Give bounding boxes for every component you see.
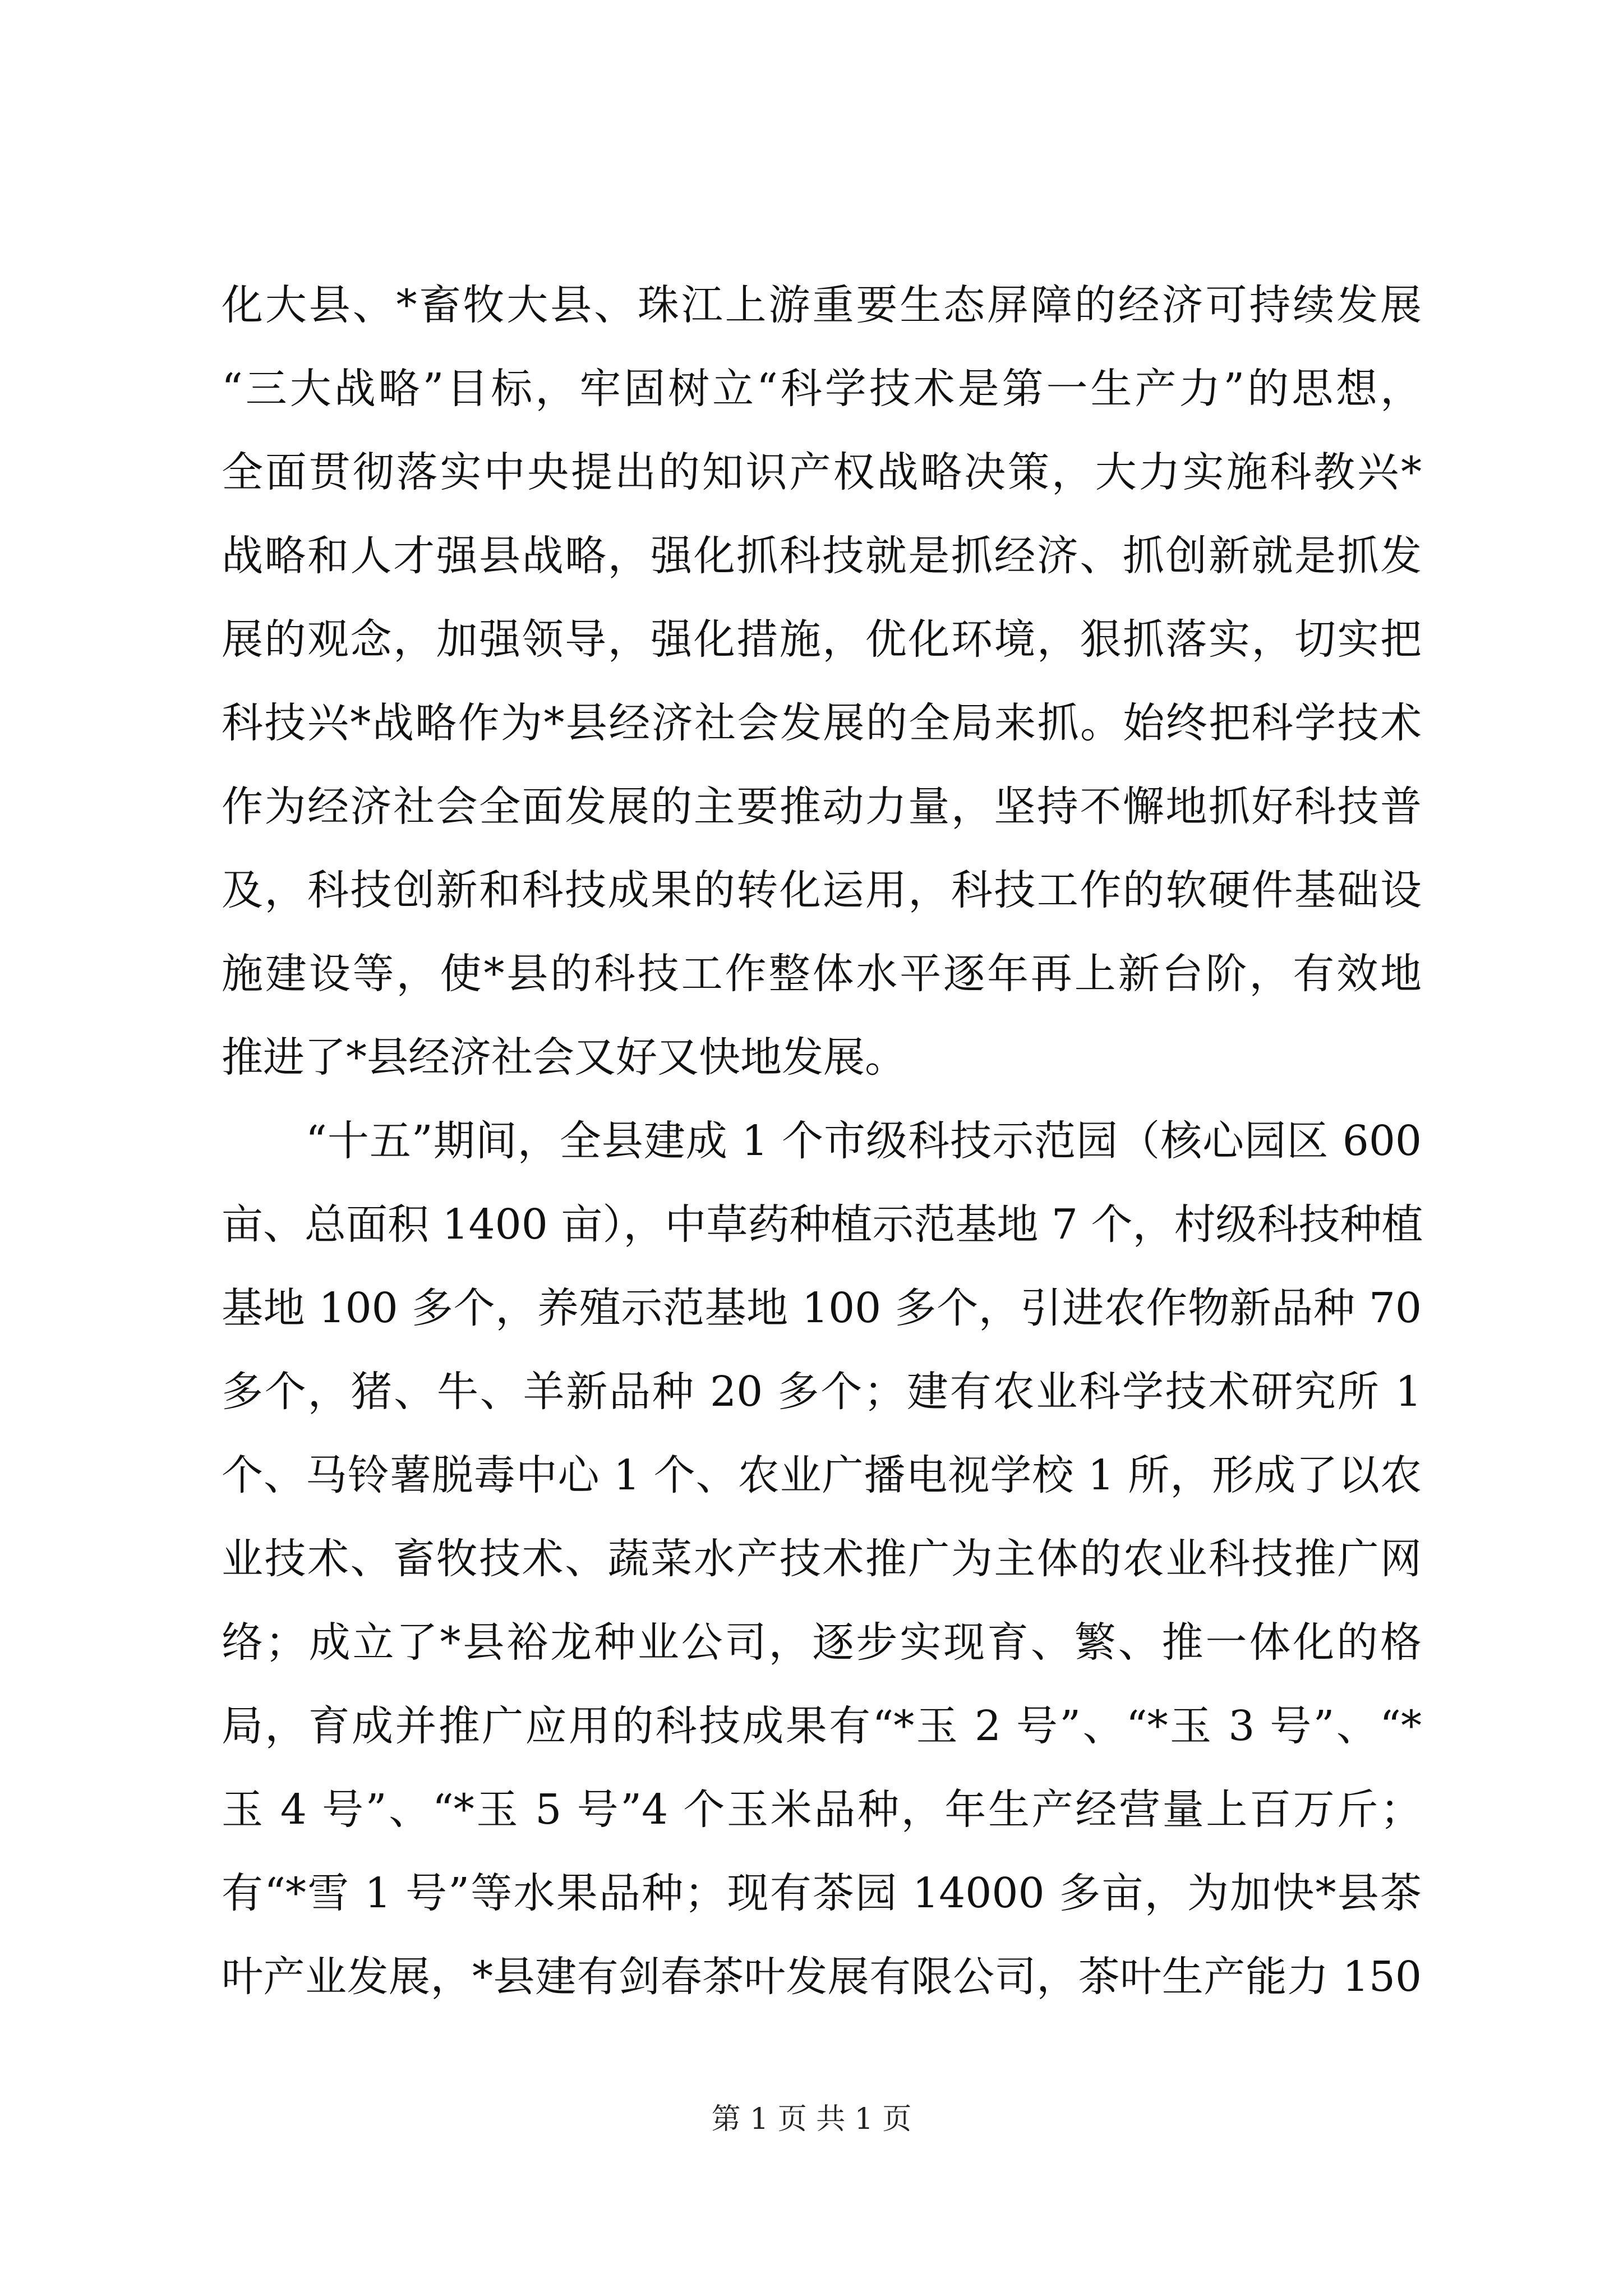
paragraph-1-line-6: 科技兴*战略作为*县经济社会发展的全局来抓。始终把科学技术 bbox=[222, 699, 1422, 747]
paragraph-2-line-1: “十五”期间，全县建成 1 个市级科技示范园（核心园区 600 bbox=[222, 1117, 1422, 1165]
paragraph-1-line-10: 推进了*县经济社会又好又快地发展。 bbox=[222, 1033, 906, 1082]
paragraph-2-line-11: 叶产业发展，*县建有剑春茶叶发展有限公司，茶叶生产能力 150 bbox=[222, 1953, 1422, 2001]
paragraph-1-line-3: 全面贯彻落实中央提出的知识产权战略决策，大力实施科教兴* bbox=[222, 448, 1422, 496]
paragraph-2-line-10: 有“*雪 1 号”等水果品种；现有茶园 14000 多亩，为加快*县茶 bbox=[222, 1869, 1422, 1917]
document-body bbox=[222, 264, 1422, 2019]
paragraph-1-line-2: “三大战略”目标，牢固树立“科学技术是第一生产力”的思想， bbox=[222, 365, 1422, 413]
paragraph-1-line-1: 化大县、*畜牧大县、珠江上游重要生态屏障的经济可持续发展 bbox=[222, 281, 1422, 329]
paragraph-2-line-2: 亩、总面积 1400 亩），中草药种植示范基地 7 个，村级科技种植 bbox=[222, 1200, 1423, 1249]
page-footer: 第 1 页 共 1 页 bbox=[711, 2102, 912, 2136]
paragraph-2-line-4: 多个，猪、牛、羊新品种 20 多个；建有农业科学技术研究所 1 bbox=[222, 1368, 1422, 1416]
paragraph-1-line-9: 施建设等，使*县的科技工作整体水平逐年再上新台阶，有效地 bbox=[222, 950, 1422, 998]
paragraph-2-line-6: 业技术、畜牧技术、蔬菜水产技术推广为主体的农业科技推广网 bbox=[222, 1535, 1422, 1583]
paragraph-1-line-7: 作为经济社会全面发展的主要推动力量，坚持不懈地抓好科技普 bbox=[222, 783, 1422, 831]
paragraph-2-line-5: 个、马铃薯脱毒中心 1 个、农业广播电视学校 1 所，形成了以农 bbox=[222, 1451, 1422, 1499]
paragraph-2-line-3: 基地 100 多个，养殖示范基地 100 多个，引进农作物新品种 70 bbox=[222, 1284, 1422, 1332]
paragraph-2-line-8: 局，育成并推广应用的科技成果有“*玉 2 号”、“*玉 3 号”、“* bbox=[222, 1702, 1422, 1750]
paragraph-2-line-9: 玉 4 号”、“*玉 5 号”4 个玉米品种，年生产经营量上百万斤； bbox=[222, 1786, 1422, 1834]
paragraph-1-line-4: 战略和人才强县战略，强化抓科技就是抓经济、抓创新就是抓发 bbox=[222, 532, 1422, 580]
paragraph-1-line-5: 展的观念，加强领导，强化措施，优化环境，狠抓落实，切实把 bbox=[222, 615, 1422, 664]
paragraph-2-line-7: 络；成立了*县裕龙种业公司，逐步实现育、繁、推一体化的格 bbox=[222, 1618, 1422, 1667]
paragraph-1-line-8: 及，科技创新和科技成果的转化运用，科技工作的软硬件基础设 bbox=[222, 866, 1422, 914]
